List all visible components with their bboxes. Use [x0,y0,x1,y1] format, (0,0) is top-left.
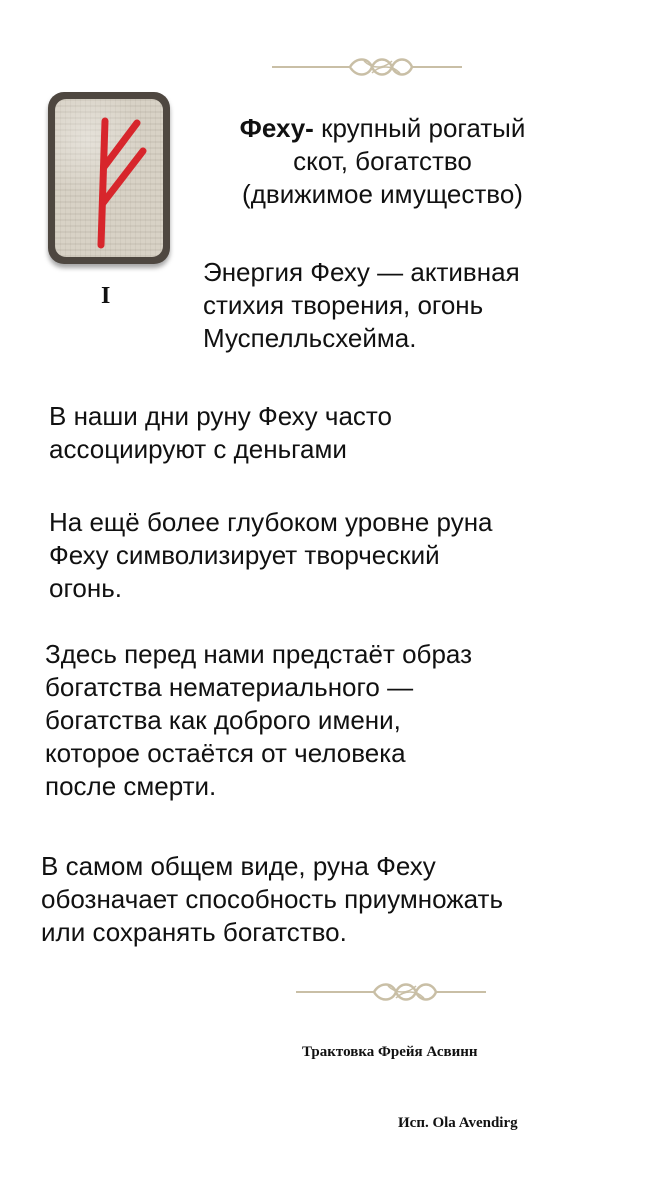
text-line: Муспелльсхейма. [203,323,417,353]
text-line: стихия творения, огонь [203,290,484,320]
paragraph-creative-fire [49,506,629,605]
text-line: Феху символизирует творческий [49,540,440,570]
text-line: На ещё более глубоком уровне руна [49,507,493,537]
text-line: ассоциируют с деньгами [49,434,347,464]
credit-interpretation: Трактовка Фрейя Асвинн [302,1044,478,1060]
text-line: В самом общем виде, руна Феху [41,851,436,881]
rune-number: I [101,283,111,309]
text-line: которое остаётся от человека [45,738,406,768]
paragraph-general-meaning [41,850,641,949]
text-line: Энергия Феху — активная [203,257,520,287]
credit-performer: Исп. Ola Avendirg [398,1115,518,1131]
rune-meaning-2: скот, богатство [293,146,472,176]
decorative-divider-top [272,55,462,79]
rune-stone-background [55,99,163,257]
rune-meaning-1: крупный рогатый [321,113,526,143]
paragraph-immaterial-wealth [45,638,625,803]
knot-ornament-icon [296,980,486,1004]
rune-meaning-3: (движимое имущество) [242,179,523,209]
energy-description [203,256,623,355]
text-line: огонь. [49,573,122,603]
title-line-1 [205,112,560,145]
text-line: богатства нематериального — [45,672,414,702]
rune-title-block [205,112,560,211]
decorative-divider-bottom [296,980,486,1004]
text-line: Здесь перед нами предстаёт образ [45,639,472,669]
text-line: богатства как доброго имени, [45,705,401,735]
rune-name: Феху- [239,113,314,143]
text-line: или сохранять богатство. [41,917,347,947]
knot-ornament-icon [272,55,462,79]
rune-fehu-tile [48,92,170,264]
text-line: В наши дни руну Феху часто [49,401,392,431]
paragraph-money [49,400,609,466]
text-line: после смерти. [45,771,217,801]
text-line: обозначает способность приумножать [41,884,504,914]
fehu-rune-icon [55,99,163,257]
